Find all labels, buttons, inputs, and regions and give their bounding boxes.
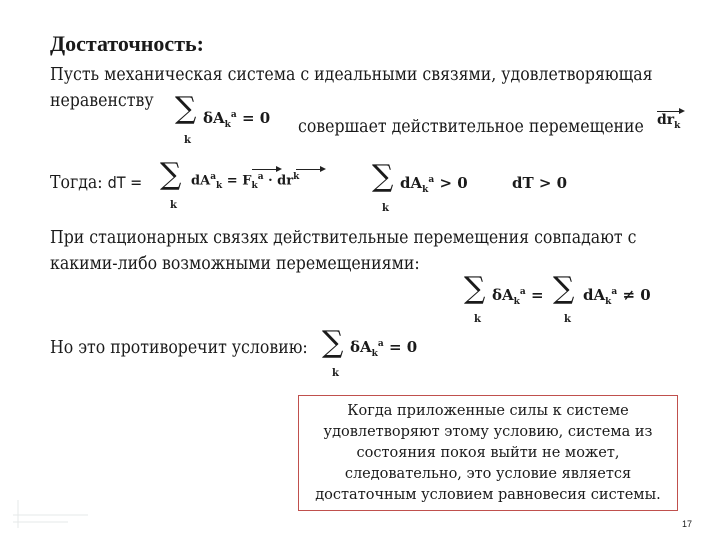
moves-text: совершает действительное перемещение xyxy=(298,117,644,137)
conclusion-line: следовательно, это условие является xyxy=(344,466,632,482)
stationary-line-1: При стационарных связях действительные перемещения совпадают с xyxy=(50,228,637,248)
conclusion-line: достаточным условием равновесия системы. xyxy=(315,487,661,503)
dr-symbol: $dr_k$ xyxy=(657,112,681,131)
formula-body: $dA_k^a > 0$ xyxy=(400,174,468,195)
formula-body: $\delta A_k^a = 0$ xyxy=(350,338,418,359)
sum-index-left: k xyxy=(474,314,481,325)
formula-right: $dA_k^a \ne 0$ xyxy=(583,286,651,307)
intro-line-1: Пусть механическая система с идеальными связями, удовлетворяющая xyxy=(50,65,653,85)
formula-left: $\delta A_k^a$ = xyxy=(492,286,544,307)
slide-title: Достаточность: xyxy=(50,31,204,56)
then-line: Тогда: dT = xyxy=(50,173,143,193)
sum-symbol: ∑ xyxy=(160,157,182,192)
sum-index: k xyxy=(382,203,389,214)
sum-index: k xyxy=(184,135,191,146)
sum-index: k xyxy=(332,368,339,379)
decorative-watermark xyxy=(8,470,158,530)
sum-symbol: ∑ xyxy=(322,325,344,360)
formula-body: $dA^a_k = F_k^a \cdot dr^k$ xyxy=(191,172,300,191)
page-number: 17 xyxy=(681,519,692,529)
formula-body: $\delta A_k^a = 0$ xyxy=(203,109,271,130)
sum-symbol: ∑ xyxy=(175,91,197,126)
intro-line-2: неравенству xyxy=(50,91,154,111)
sum-index: k xyxy=(170,200,177,211)
sum-symbol-left: ∑ xyxy=(464,271,486,306)
sum-index-right: k xyxy=(564,314,571,325)
conclusion-line: Когда приложенные силы к системе xyxy=(347,403,629,419)
stationary-line-2: какими-либо возможными перемещениями: xyxy=(50,254,420,274)
conclusion-box xyxy=(298,395,678,511)
sum-symbol: ∑ xyxy=(372,159,394,194)
conclusion-line: состояния покоя выйти не может, xyxy=(356,445,620,461)
vector-arrow-dr xyxy=(296,169,324,170)
sum-symbol-right: ∑ xyxy=(553,271,575,306)
vector-arrow-F xyxy=(252,169,280,170)
contradiction-text: Но это противоречит условию: xyxy=(50,338,308,358)
formula-dT-positive: dT > 0 xyxy=(512,174,568,192)
conclusion-line: удовлетворяют этому условию, система из xyxy=(323,424,653,440)
